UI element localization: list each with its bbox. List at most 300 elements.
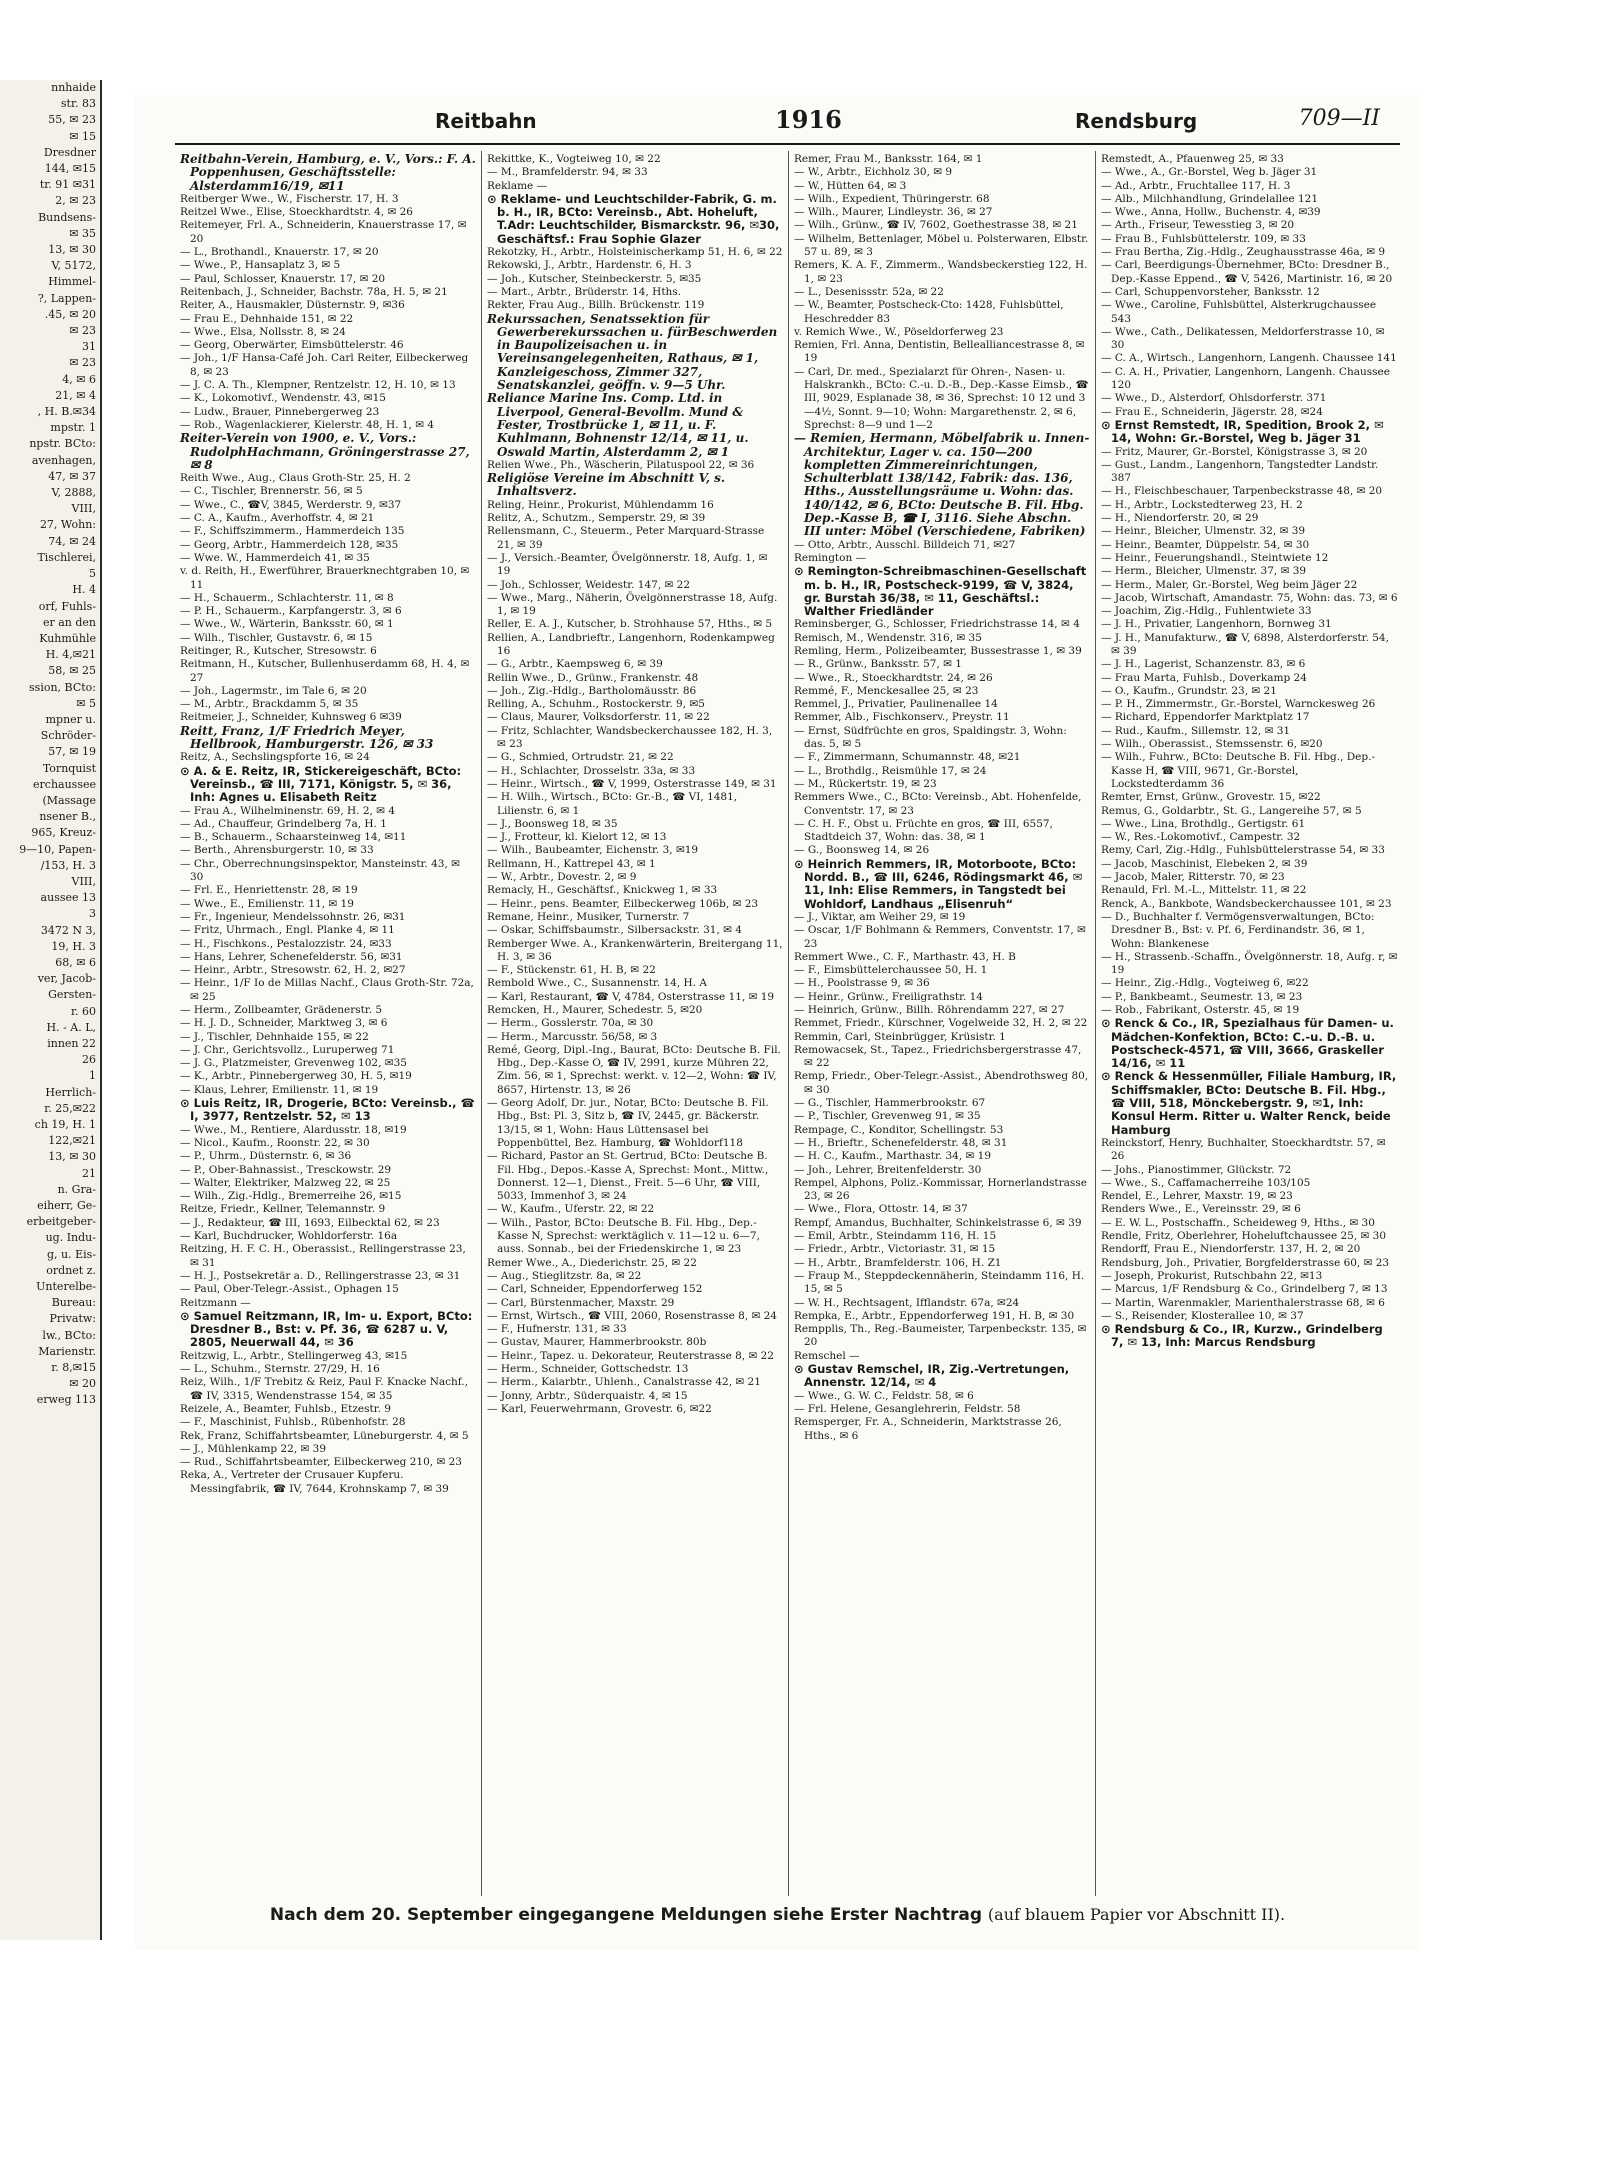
strip-line: innen 22 bbox=[47, 1036, 96, 1050]
directory-entry: — P. H., Zimmermstr., Gr.-Borstel, Warnckesweg 26 bbox=[1101, 698, 1376, 711]
directory-entry: Reitberger Wwe., W., Fischerstr. 17, H. 3 bbox=[180, 192, 399, 205]
directory-entry: — Heinr., pens. Beamter, Eilbeckerweg 106b, ✉ 23 bbox=[487, 897, 759, 910]
directory-entry: Reitemeyer, Frl. A., Schneiderin, Knauerstrasse 17, ✉ 20 bbox=[180, 219, 467, 245]
directory-entry: Reith Wwe., Aug., Claus Groth-Str. 25, H. 2 bbox=[180, 472, 411, 485]
directory-entry: — Heinr., Arbtr., Stresowstr. 62, H. 2, ✉27 bbox=[180, 964, 406, 977]
directory-entry: — Rud., Schiffahrtsbeamter, Eilbeckerweg 210, ✉ 23 bbox=[180, 1456, 462, 1469]
directory-entry: Remmé, F., Menckesallee 25, ✉ 23 bbox=[794, 684, 979, 697]
directory-entry: — Wwe., A., Gr.-Borstel, Weg b. Jäger 31 bbox=[1101, 166, 1318, 179]
directory-entry: — H., Poolstrasse 9, ✉ 36 bbox=[794, 977, 930, 990]
directory-entry: — Jacob, Maschinist, Elebeken 2, ✉ 39 bbox=[1101, 857, 1308, 870]
footer-note: (auf blauem Papier vor Abschnitt II). bbox=[987, 1905, 1286, 1924]
directory-entry: — Wwe., R., Stoeckhardtstr. 24, ✉ 26 bbox=[794, 671, 993, 684]
directory-entry: — Wwe., Elsa, Nollsstr. 8, ✉ 24 bbox=[180, 325, 346, 338]
directory-entry: Rempel, Alphons, Poliz.-Kommissar, Hornerlandstrasse 23, ✉ 26 bbox=[794, 1176, 1087, 1203]
directory-entry: — Wilh., Fuhrw., BCto: Deutsche B. Fil. Hbg., Dep.-Kasse H, ☎ VIII, 9671, Gr.-Borstel, Lockstedterdamm 36 bbox=[1101, 751, 1375, 790]
strip-line: ✉ 20 bbox=[69, 1377, 96, 1391]
directory-entry: — Wwe., D., Alsterdorf, Ohlsdorferstr. 371 bbox=[1101, 392, 1327, 405]
header-rule bbox=[175, 143, 1400, 145]
directory-entry: — J., Mühlenkamp 22, ✉ 39 bbox=[180, 1442, 327, 1455]
directory-entry: — L., Brothdlg., Reismühle 17, ✉ 24 bbox=[794, 764, 987, 777]
strip-line: str. 83 bbox=[60, 97, 96, 111]
directory-entry: — Wilh., Maurer, Lindleystr. 36, ✉ 27 bbox=[794, 206, 993, 219]
strip-line: 1 bbox=[89, 1069, 96, 1083]
strip-line: tr. 91 ✉31 bbox=[39, 178, 96, 192]
strip-line: VIII, bbox=[71, 502, 96, 516]
directory-entry: — F., Zimmermann, Schumannstr. 48, ✉21 bbox=[794, 751, 1021, 764]
directory-entry: Rempplis, Th., Reg.-Baumeister, Tarpenbeckstr. 135, ✉ 20 bbox=[794, 1323, 1087, 1349]
strip-line: 26 bbox=[82, 1053, 96, 1067]
directory-entry: — Alb., Milchhandlung, Grindelallee 121 bbox=[1101, 192, 1319, 205]
strip-line: g, u. Eis- bbox=[46, 1247, 96, 1261]
directory-entry: — C. H. F., Obst u. Früchte en gros, ☎ III, 6557, Stadtdeich 37, Wohn: das. 38, ✉ 1 bbox=[794, 817, 1053, 844]
directory-entry: Reklame — bbox=[487, 179, 548, 192]
directory-entry: — Wwe., M., Rentiere, Alardusstr. 18, ✉19 bbox=[180, 1123, 407, 1136]
directory-entry: — C. A., Wirtsch., Langenhorn, Langenh. Chaussee 141 bbox=[1101, 352, 1397, 365]
directory-entry: — J. H., Privatier, Langenhorn, Bornweg 31 bbox=[1101, 618, 1332, 631]
directory-entry: — G., Schmied, Ortrudstr. 21, ✉ 22 bbox=[487, 751, 674, 764]
strip-line: erbeitgeber- bbox=[26, 1215, 96, 1229]
strip-line: VIII, bbox=[71, 874, 96, 888]
strip-line: Herrlich- bbox=[45, 1085, 96, 1099]
directory-entry: — Ad., Arbtr., Fruchtallee 117, H. 3 bbox=[1101, 179, 1291, 192]
strip-line: n. Gra- bbox=[57, 1182, 96, 1196]
directory-entry: — Herm., Marcusstr. 56/58, ✉ 3 bbox=[487, 1030, 658, 1043]
directory-entry: Rempage, C., Konditor, Schellingstr. 53 bbox=[794, 1123, 1004, 1136]
directory-entry: Rendsburg, Joh., Privatier, Borgfelderstrasse 60, ✉ 23 bbox=[1101, 1256, 1390, 1269]
directory-entry: — M., Rückertstr. 19, ✉ 23 bbox=[794, 777, 937, 790]
directory-entry: — Otto, Arbtr., Ausschl. Billdeich 71, ✉27 bbox=[794, 538, 1016, 551]
directory-entry: — Heinr., Wirtsch., ☎ V, 1999, Osterstrasse 149, ✉ 31 bbox=[487, 777, 777, 790]
directory-entry: Rellmann, H., Kattrepel 43, ✉ 1 bbox=[487, 857, 656, 870]
directory-entry: — H. C., Kaufm., Marthastr. 34, ✉ 19 bbox=[794, 1150, 992, 1163]
strip-line: ver, Jacob- bbox=[37, 972, 96, 986]
directory-entry: — Heinr., Grünw., Freiligrathstr. 14 bbox=[794, 990, 983, 1003]
directory-entry: Remane, Heinr., Musiker, Turnerstr. 7 bbox=[487, 910, 690, 923]
directory-entry: — H., Fleischbeschauer, Tarpenbeckstrasse 48, ✉ 20 bbox=[1101, 485, 1383, 498]
directory-entry: — F., Schiffszimmerm., Hammerdeich 135 bbox=[180, 525, 405, 538]
directory-entry: — G., Tischler, Hammerbrookstr. 67 bbox=[794, 1097, 986, 1110]
directory-entry: — Walter, Elektriker, Malzweg 22, ✉ 25 bbox=[180, 1176, 391, 1189]
directory-entry: — Ernst, Wirtsch., ☎ VIII, 2060, Rosenstrasse 8, ✉ 24 bbox=[487, 1309, 777, 1322]
directory-entry: — P., Uhrm., Düsternstr. 6, ✉ 36 bbox=[180, 1150, 352, 1163]
strip-line: H. 4 bbox=[72, 583, 96, 597]
directory-entry: Remmer, Alb., Fischkonserv., Preystr. 11 bbox=[794, 711, 1010, 724]
strip-line: orf, Fuhls- bbox=[38, 599, 96, 613]
directory-entry: — E. W. L., Postschaffn., Scheideweg 9, Hths., ✉ 30 bbox=[1101, 1216, 1375, 1229]
strip-line: ch 19, H. 1 bbox=[34, 1118, 96, 1131]
directory-entry: — Jacob, Wirtschaft, Amandastr. 75, Wohn: das. 73, ✉ 6 bbox=[1101, 591, 1398, 604]
directory-entry: — Wwe., C., ☎V, 3845, Werderstr. 9, ✉37 bbox=[180, 498, 402, 511]
directory-entry: ⊙ Renck & Co., IR, Spezialhaus für Damen- u. Mädchen-Konfektion, BCto: C.-u. D.-B. u. Postscheck-4571, ☎ VIII, 3666, Graskeller 14/16, ✉ 11 bbox=[1101, 1016, 1394, 1071]
directory-entry: — W., Hütten 64, ✉ 3 bbox=[794, 179, 907, 192]
strip-line: , H. B.✉34 bbox=[37, 405, 96, 419]
strip-line: Himmel- bbox=[48, 275, 96, 289]
strip-line: 21, ✉ 4 bbox=[55, 388, 96, 402]
directory-entry: — J., Tischler, Dehnhaide 155, ✉ 22 bbox=[180, 1030, 369, 1043]
directory-entry: — H., Fischkons., Pestalozzistr. 24, ✉33 bbox=[180, 937, 392, 950]
directory-entry: Rekurssachen, Senatssektion für Gewerberekurssachen u. fürBeschwerden in Baupolizeisachen u. in Vereinsangelegenheiten, Rathaus, ✉ 1, Kanzleigeschoss, Zimmer 327, Senatskanzlei, geöffn. v. 9—5 Uhr. bbox=[487, 311, 778, 393]
directory-entry: — Karl, Restaurant, ☎ V, 4784, Osterstrasse 11, ✉ 19 bbox=[487, 990, 775, 1003]
directory-entry: — W., Arbtr., Eichholz 30, ✉ 9 bbox=[794, 166, 953, 179]
directory-entry: — L., Schuhm., Sternstr. 27/29, H. 16 bbox=[180, 1363, 380, 1376]
directory-entry: — P. H., Schauerm., Karpfangerstr. 3, ✉ 6 bbox=[180, 605, 402, 618]
directory-entry: Rekittke, K., Vogteiweg 10, ✉ 22 bbox=[487, 153, 661, 165]
directory-entry: — W., Arbtr., Dovestr. 2, ✉ 9 bbox=[487, 871, 637, 884]
directory-entry: — Frau Bertha, Zig.-Hdlg., Zeughausstrasse 46a, ✉ 9 bbox=[1101, 246, 1386, 259]
directory-entry: Reitbahn-Verein, Hamburg, e. V., Vors.: F. A. Poppenhusen, Geschäftsstelle: Alsterdamm16/19, ✉11 bbox=[180, 152, 476, 193]
directory-entry: — J., Redakteur, ☎ III, 1693, Eilbecktal 62, ✉ 23 bbox=[180, 1216, 440, 1229]
directory-entry: — Rob., Fabrikant, Osterstr. 45, ✉ 19 bbox=[1101, 1004, 1300, 1016]
strip-line: 55, ✉ 23 bbox=[48, 113, 96, 127]
strip-line: Marienstr. bbox=[38, 1344, 96, 1358]
directory-entry: — J. H., Lagerist, Schanzenstr. 83, ✉ 6 bbox=[1101, 658, 1306, 671]
directory-entry: Rempka, E., Arbtr., Eppendorferweg 191, H. B, ✉ 30 bbox=[794, 1309, 1075, 1322]
directory-entry: — Marcus, 1/F Rendsburg & Co., Grindelberg 7, ✉ 13 bbox=[1101, 1283, 1388, 1296]
directory-entry: — Georg, Oberwärter, Eimsbüttelerstr. 46 bbox=[180, 339, 404, 352]
directory-entry: — M., Arbtr., Brackdamm 5, ✉ 35 bbox=[180, 698, 359, 711]
strip-line: Tischlerei, bbox=[37, 550, 96, 564]
strip-line: 9—10, Papen- bbox=[19, 842, 96, 856]
directory-entry: — C. A., Kaufm., Averhoffstr. 4, ✉ 21 bbox=[180, 512, 375, 525]
directory-entry: — Wilh., Oberassist., Stemssenstr. 6, ✉20 bbox=[1101, 738, 1323, 751]
strip-line: ✉ 15 bbox=[69, 129, 96, 143]
directory-entry: — Frl. E., Henriettenstr. 28, ✉ 19 bbox=[180, 884, 358, 897]
directory-entry: — Carl, Bürstenmacher, Maxstr. 29 bbox=[487, 1296, 675, 1309]
directory-entry: Relitz, A., Schutzm., Semperstr. 29, ✉ 39 bbox=[487, 512, 706, 525]
strip-line: 13, ✉ 30 bbox=[48, 1150, 96, 1164]
directory-entry: — H., Schlachter, Drosselstr. 33a, ✉ 33 bbox=[487, 764, 696, 777]
directory-entry: — Gustav, Maurer, Hammerbrookstr. 80b bbox=[487, 1336, 707, 1349]
directory-entry: ⊙ Remington-Schreibmaschinen-Gesellschaft m. b. H., IR, Postscheck-9199, ☎ V, 3824, gr. Burstah 36/38, ✉ 11, Geschäftsl.: Walther Friedländer bbox=[794, 564, 1087, 619]
strip-line: Unterelbe- bbox=[36, 1280, 96, 1294]
directory-entry: — G., Arbtr., Kaempsweg 6, ✉ 39 bbox=[487, 658, 663, 671]
strip-line: avenhagen, bbox=[31, 453, 96, 467]
directory-entry: — W., Beamter, Postscheck-Cto: 1428, Fuhlsbüttel, Heschredder 83 bbox=[794, 299, 1064, 325]
directory-entry: — Fraup M., Steppdeckennäherin, Steindamm 116, H. 15, ✉ 5 bbox=[794, 1269, 1085, 1296]
strip-line: Tornquist bbox=[42, 761, 96, 775]
directory-entry: — P., Bankbeamt., Seumestr. 13, ✉ 23 bbox=[1101, 990, 1303, 1003]
directory-entry: — C., Tischler, Brennerstr. 56, ✉ 5 bbox=[180, 485, 363, 498]
directory-entry: Remstedt, A., Pfauenweg 25, ✉ 33 bbox=[1101, 153, 1284, 165]
directory-entry: — Heinrich, Grünw., Billh. Röhrendamm 227, ✉ 27 bbox=[794, 1004, 1065, 1016]
directory-entry: — Fritz, Schlachter, Wandsbeckerchaussee 182, H. 3, ✉ 23 bbox=[487, 724, 773, 751]
footer-notice bbox=[135, 1905, 1420, 1925]
directory-entry: — Herm., Kaiarbtr., Uhlenh., Canalstrasse 42, ✉ 21 bbox=[487, 1376, 761, 1389]
directory-entry: — Joseph, Prokurist, Rutschbahn 22, ✉13 bbox=[1101, 1269, 1323, 1282]
strip-line: Bundsens- bbox=[38, 210, 96, 224]
directory-entry: Rellien, A., Landbrieftr., Langenhorn, Rodenkampweg 16 bbox=[487, 631, 775, 657]
directory-entry: Rek, Franz, Schiffahrtsbeamter, Lüneburgerstr. 4, ✉ 5 bbox=[180, 1429, 469, 1442]
directory-entry: — Fritz, Uhrmach., Engl. Planke 4, ✉ 11 bbox=[180, 924, 395, 937]
directory-entry: — Wwe., Marg., Näherin, Övelgönnerstrasse 18, Aufg. 1, ✉ 19 bbox=[487, 591, 778, 618]
directory-entry: — M., Bramfelderstr. 94, ✉ 33 bbox=[487, 166, 648, 179]
directory-entry: Relien Wwe., Ph., Wäscherin, Pilatuspool 22, ✉ 36 bbox=[487, 458, 755, 471]
directory-entry: Reminsberger, G., Schlosser, Friedrichstrasse 14, ✉ 4 bbox=[794, 618, 1080, 631]
strip-line: Bureau: bbox=[51, 1296, 96, 1310]
strip-line: mpstr. 1 bbox=[50, 421, 96, 435]
directory-entry: — Richard, Pastor an St. Gertrud, BCto: Deutsche B. Fil. Hbg., Depos.-Kasse A, Sprechst: Mont., Mittw., Donnerst. 12—1, Dienst., Freit. 5—6 Uhr, ☎ VIII, 5033, Immenhof 3, ✉ 24 bbox=[487, 1150, 769, 1203]
strip-line: V, 5172, bbox=[51, 259, 96, 273]
directory-entry: — Heinr., Zig.-Hdlg., Vogteiweg 6, ✉22 bbox=[1101, 977, 1309, 990]
directory-entry: Remmel, J., Privatier, Paulinenallee 14 bbox=[794, 698, 998, 711]
strip-line: 68, ✉ 6 bbox=[55, 955, 96, 969]
directory-entry: — Wwe., S., Caffamacherreihe 103/105 bbox=[1101, 1176, 1311, 1189]
strip-line: aussee 13 bbox=[40, 891, 96, 905]
strip-line: 122,✉21 bbox=[48, 1134, 96, 1148]
directory-entry: — Carl, Schneider, Eppendorferweg 152 bbox=[487, 1283, 703, 1296]
strip-line: nsener B., bbox=[39, 810, 96, 824]
page-number: 709—II bbox=[1298, 106, 1380, 131]
directory-entry: — Joh., Zig.-Hdlg., Bartholomäusstr. 86 bbox=[487, 684, 697, 697]
directory-entry: — Paul, Ober-Telegr.-Assist., Ophagen 15 bbox=[180, 1283, 399, 1296]
directory-entry: — Oskar, Schiffsbaumstr., Silbersackstr. 31, ✉ 4 bbox=[487, 924, 742, 937]
directory-entry: Reiter-Verein von 1900, e. V., Vors.: RudolphHachmann, Gröningerstrasse 27, ✉ 8 bbox=[180, 431, 470, 472]
directory-entry: Remling, Herm., Polizeibeamter, Bussestrasse 1, ✉ 39 bbox=[794, 644, 1082, 657]
directory-entry: Reitzing, H. F. C. H., Oberassist., Rellingerstrasse 23, ✉ 31 bbox=[180, 1243, 466, 1269]
strip-line: 13, ✉ 30 bbox=[48, 243, 96, 257]
directory-columns bbox=[175, 151, 1405, 1896]
directory-entry: — Joh., 1/F Hansa-Café Joh. Carl Reiter, Eilbeckerweg 8, ✉ 23 bbox=[180, 352, 469, 378]
strip-line: 27, Wohn: bbox=[39, 518, 96, 532]
directory-entry: Reliance Marine Ins. Comp. Ltd. in Liverpool, General-Bevollm. Mund & Fester, Trostbrücke 1, ✉ 11, u. F. Kuhlmann, Bohnenstr 12/14, ✉ 11, u. Oswald Martin, Alsterdamm 2, ✉ 1 bbox=[487, 391, 749, 459]
directory-entry: — Chr., Oberrechnungsinspektor, Mansteinstr. 43, ✉ 30 bbox=[180, 857, 460, 884]
directory-entry: Rempf, Amandus, Buchhalter, Schinkelstrasse 6, ✉ 39 bbox=[794, 1216, 1082, 1229]
directory-entry: — J., Viktar, am Weiher 29, ✉ 19 bbox=[794, 910, 966, 923]
directory-entry: — Wwe., G. W. C., Feldstr. 58, ✉ 6 bbox=[794, 1389, 974, 1402]
directory-entry: Rendle, Fritz, Oberlehrer, Hoheluftchaussee 25, ✉ 30 bbox=[1101, 1230, 1387, 1243]
strip-line: 58, ✉ 25 bbox=[48, 664, 96, 678]
directory-entry: — J. H., Manufakturw., ☎ V, 6898, Alsterdorferstr. 54, ✉ 39 bbox=[1101, 631, 1389, 657]
directory-entry: — J., Boonsweg 18, ✉ 35 bbox=[487, 817, 618, 830]
directory-entry: — Herm., Gosslerstr. 70a, ✉ 30 bbox=[487, 1017, 654, 1030]
directory-entry: — P., Ober-Bahnassist., Tresckowstr. 29 bbox=[180, 1163, 392, 1176]
directory-entry: — W., Kaufm., Uferstr. 22, ✉ 22 bbox=[487, 1203, 655, 1216]
directory-entry: — J., Versich.-Beamter, Övelgönnerstr. 18, Aufg. 1, ✉ 19 bbox=[487, 551, 768, 578]
strip-line: 5 bbox=[89, 567, 96, 581]
directory-entry: — Klaus, Lehrer, Emilienstr. 11, ✉ 19 bbox=[180, 1083, 379, 1096]
strip-line: Dresdner bbox=[43, 145, 96, 159]
directory-entry: — Jacob, Maler, Ritterstr. 70, ✉ 23 bbox=[1101, 871, 1285, 884]
directory-entry: — Herm., Maler, Gr.-Borstel, Weg beim Jäger 22 bbox=[1101, 578, 1358, 591]
header-year: 1916 bbox=[775, 105, 842, 134]
directory-entry: — H., Arbtr., Bramfelderstr. 106, H. Z1 bbox=[794, 1256, 1002, 1269]
directory-entry: — Ad., Chauffeur, Grindelberg 7a, H. 1 bbox=[180, 817, 387, 830]
directory-entry: — G., Boonsweg 14, ✉ 26 bbox=[794, 844, 930, 857]
directory-entry: — S., Reisender, Klosterallee 10, ✉ 37 bbox=[1101, 1309, 1304, 1322]
directory-entry: — H. J., Postsekretär a. D., Rellingerstrasse 23, ✉ 31 bbox=[180, 1269, 461, 1282]
directory-entry: Reitmann, H., Kutscher, Bullenhuserdamm 68, H. 4, ✉ 27 bbox=[180, 658, 470, 684]
directory-entry: Reizele, A., Beamter, Fuhlsb., Etzestr. 9 bbox=[180, 1402, 391, 1415]
strip-line: (Massage bbox=[42, 793, 96, 807]
directory-entry: v. d. Reith, H., Ewerführer, Brauerknechtgraben 10, ✉ 11 bbox=[180, 565, 470, 591]
strip-line: 2, ✉ 23 bbox=[55, 194, 96, 208]
directory-entry: — J., Frotteur, kl. Kielort 12, ✉ 13 bbox=[487, 831, 667, 844]
strip-line: /153, H. 3 bbox=[40, 858, 96, 872]
strip-line: 144, ✉15 bbox=[44, 162, 96, 176]
directory-entry: — Jonny, Arbtr., Süderquaistr. 4, ✉ 15 bbox=[487, 1389, 688, 1402]
directory-entry: — Heinr., Tapez. u. Dekorateur, Reuterstrasse 8, ✉ 22 bbox=[487, 1349, 774, 1362]
directory-entry: — J. G., Platzmeister, Grevenweg 102, ✉35 bbox=[180, 1057, 407, 1070]
directory-entry: — Carl, Dr. med., Spezialarzt für Ohren-, Nasen- u. Halskrankh., BCto: C.-u. D.-B., Dep.-Kasse Eimsb., ☎ III, 9029, Esplanade 38, ✉ 36, Sprechst: 10 12 und 3—4½, Sonnt. 9—10; Wohn: Margarethenstr. 2, ✉ 6, Sprechst: 8—9 und 1—2 bbox=[794, 365, 1089, 431]
directory-entry: — Frau B., Fuhlsbüttelerstr. 109, ✉ 33 bbox=[1101, 232, 1306, 245]
directory-entry: — Joh., Lehrer, Breitenfelderstr. 30 bbox=[794, 1163, 982, 1176]
directory-entry: — Fritz, Maurer, Gr.-Borstel, Königstrasse 3, ✉ 20 bbox=[1101, 445, 1368, 458]
directory-entry: Reitinger, R., Kutscher, Stresowstr. 6 bbox=[180, 644, 377, 657]
directory-entry: — Gust., Landm., Langenhorn, Tangstedter Landstr. 387 bbox=[1101, 458, 1379, 485]
strip-line: Gersten- bbox=[48, 988, 96, 1002]
strip-line: 3472 N 3, bbox=[40, 923, 96, 937]
directory-entry: — K., Lokomotivf., Wendenstr. 43, ✉15 bbox=[180, 392, 386, 405]
directory-entry: Reitzmann — bbox=[180, 1296, 251, 1309]
directory-entry: — Wwe. W., Hammerdeich 41, ✉ 35 bbox=[180, 551, 370, 564]
directory-entry: — Claus, Maurer, Volksdorferstr. 11, ✉ 22 bbox=[487, 711, 710, 724]
strip-line: nnhaide bbox=[51, 81, 96, 94]
directory-entry: Rendorff, Frau E., Niendorferstr. 137, H. 2, ✉ 20 bbox=[1101, 1243, 1361, 1256]
directory-entry: — Carl, Schuppenvorsteher, Banksstr. 12 bbox=[1101, 285, 1320, 298]
strip-line: erchaussee bbox=[33, 777, 96, 791]
directory-entry: ⊙ A. & E. Reitz, IR, Stickereigeschäft, BCto: Vereinsb., ☎ III, 7171, Königstr. 5, ✉ 36, Inh: Agnes u. Elisabeth Reitz bbox=[180, 763, 462, 805]
strip-line: Privatw: bbox=[49, 1312, 96, 1326]
directory-entry: Renauld, Frl. M.-L., Mittelstr. 11, ✉ 22 bbox=[1101, 884, 1307, 897]
directory-entry: — Heinr., Beamter, Düppelstr. 54, ✉ 30 bbox=[1101, 538, 1310, 551]
directory-entry: — Rob., Wagenlackierer, Kielerstr. 48, H. 1, ✉ 4 bbox=[180, 418, 435, 431]
directory-entry: — O., Kaufm., Grundstr. 23, ✉ 21 bbox=[1101, 684, 1277, 697]
directory-entry: Reitt, Franz, 1/F Friedrich Meyer, Hellbrook, Hamburgerstr. 126, ✉ 33 bbox=[180, 723, 434, 752]
directory-entry: — F., Maschinist, Fuhlsb., Rübenhofstr. 28 bbox=[180, 1416, 406, 1429]
directory-entry: Remberger Wwe. A., Krankenwärterin, Breitergang 11, H. 3, ✉ 36 bbox=[487, 937, 783, 963]
directory-entry: Renders Wwe., E., Vereinsstr. 29, ✉ 6 bbox=[1101, 1203, 1301, 1216]
directory-entry: Rellensmann, C., Steuerm., Peter Marquard-Strasse 21, ✉ 39 bbox=[487, 525, 765, 551]
strip-line: eiherr, Ge- bbox=[37, 1199, 96, 1213]
directory-entry: — Joh., Lagermstr., im Tale 6, ✉ 20 bbox=[180, 684, 367, 697]
directory-entry: — Wwe., W., Wärterin, Banksstr. 60, ✉ 1 bbox=[180, 618, 394, 631]
directory-entry: ⊙ Samuel Reitzmann, IR, Im- u. Export, BCto: Dresdner B., Bst: v. Pf. 36, ☎ 6287 u. V, 2805, Neuerwall 44, ✉ 36 bbox=[180, 1308, 473, 1350]
directory-entry: — Joachim, Zig.-Hdlg., Fuhlentwiete 33 bbox=[1101, 605, 1312, 618]
directory-entry: — H., Brieftr., Schenefelderstr. 48, ✉ 31 bbox=[794, 1136, 1008, 1149]
strip-line: ?, Lappen- bbox=[37, 291, 96, 305]
strip-line: .45, ✉ 20 bbox=[44, 307, 96, 321]
column-1 bbox=[175, 151, 482, 1896]
directory-entry: — Wilh., Grünw., ☎ IV, 7602, Goethestrasse 38, ✉ 21 bbox=[794, 219, 1078, 232]
strip-line: V, 2888, bbox=[51, 486, 96, 500]
directory-entry: — Arth., Friseur, Tewesstieg 3, ✉ 20 bbox=[1101, 219, 1295, 232]
directory-entry: — W. H., Rechtsagent, Ifflandstr. 67a, ✉24 bbox=[794, 1296, 1020, 1309]
directory-entry: — Wilhelm, Bettenlager, Möbel u. Polsterwaren, Elbstr. 57 u. 89, ✉ 3 bbox=[794, 232, 1089, 259]
strip-line: 21 bbox=[82, 1166, 96, 1180]
directory-entry: ⊙ Heinrich Remmers, IR, Motorboote, BCto: Nordd. B., ☎ III, 6246, Rödingsmarkt 46, ✉ 11, Inh: Elise Remmers, in Tangstedt bei Wohldorf, Landhaus „Elisenruh“ bbox=[794, 856, 1083, 911]
strip-line: 31 bbox=[82, 340, 96, 354]
directory-entry: — H. Wilh., Wirtsch., BCto: Gr.-B., ☎ VI, 1481, Lilienstr. 6, ✉ 1 bbox=[487, 791, 738, 817]
directory-entry: ⊙ Ernst Remstedt, IR, Spedition, Brook 2, ✉ 14, Wohn: Gr.-Borstel, Weg b. Jäger 31 bbox=[1101, 417, 1384, 446]
directory-page bbox=[135, 95, 1420, 1950]
strip-line: ug. Indu- bbox=[45, 1231, 96, 1245]
directory-entry: Remer Wwe., A., Diederichstr. 25, ✉ 22 bbox=[487, 1256, 697, 1269]
strip-line: ✉ 5 bbox=[76, 696, 96, 710]
directory-entry: — Aug., Stieglitzstr. 8a, ✉ 22 bbox=[487, 1269, 642, 1282]
directory-entry: — Heinr., Bleicher, Ulmenstr. 32, ✉ 39 bbox=[1101, 525, 1306, 538]
column-4 bbox=[1096, 151, 1403, 1896]
directory-entry: Rekowski, J., Arbtr., Hardenstr. 6, H. 3 bbox=[487, 259, 692, 272]
directory-entry: — F., Hufnerstr. 131, ✉ 33 bbox=[487, 1323, 627, 1336]
directory-entry: — L., Brothandl., Knauerstr. 17, ✉ 20 bbox=[180, 246, 379, 259]
directory-entry: — Joh., Schlosser, Weidestr. 147, ✉ 22 bbox=[487, 578, 690, 591]
directory-entry: — Karl, Buchdrucker, Wohldorferstr. 16a bbox=[180, 1230, 398, 1243]
directory-entry: Remington — bbox=[794, 551, 867, 564]
directory-entry: Remien, Frl. Anna, Dentistin, Bellealliancestrasse 8, ✉ 19 bbox=[794, 339, 1085, 365]
directory-entry: — H., Strassenb.-Schaffn., Övelgönnerstr. 18, Aufg. r, ✉ 19 bbox=[1101, 950, 1398, 977]
directory-entry: Reitmeier, J., Schneider, Kuhnsweg 6 ✉39 bbox=[180, 711, 402, 724]
directory-entry: — Mart., Arbtr., Brüderstr. 14, Hths. bbox=[487, 285, 682, 298]
directory-entry: — Johs., Pianostimmer, Glückstr. 72 bbox=[1101, 1163, 1292, 1176]
directory-entry: — Herm., Bleicher, Ulmenstr. 37, ✉ 39 bbox=[1101, 565, 1307, 578]
directory-entry: Reling, Heinr., Prokurist, Mühlendamm 16 bbox=[487, 498, 714, 511]
strip-line: 74, ✉ 24 bbox=[48, 534, 96, 548]
directory-entry: Remmin, Carl, Steinbrügger, Krüsistr. 1 bbox=[794, 1030, 1006, 1043]
directory-entry: Reinckstorf, Henry, Buchhalter, Stoeckhardtstr. 57, ✉ 26 bbox=[1101, 1136, 1386, 1163]
strip-line: erweg 113 bbox=[36, 1393, 96, 1407]
directory-entry: — Remien, Hermann, Möbelfabrik u. Innen-Architektur, Lager v. ca. 150—200 kompletten Zimmereinrichtungen, Schulterblatt 138/142, Fabrik: das. 136, Hths., Ausstellungsräume u. Wohn: das. 140/142, ✉ 6, BCto: Deutsche B. Fil. Hbg. Dep.-Kasse B, ☎ I, 3116. Siehe Abschn. III unter: Möbel (Verschiedene, Fabriken) bbox=[794, 431, 1090, 539]
directory-entry: Remter, Ernst, Grünw., Grovestr. 15, ✉22 bbox=[1101, 791, 1321, 804]
directory-entry: Reitze, Friedr., Kellner, Telemannstr. 9 bbox=[180, 1203, 386, 1216]
directory-entry: — J. C. A. Th., Klempner, Rentzelstr. 12, H. 10, ✉ 13 bbox=[180, 379, 456, 392]
directory-entry: ⊙ Rendsburg & Co., IR, Kurzw., Grindelberg 7, ✉ 13, Inh: Marcus Rendsburg bbox=[1101, 1322, 1383, 1350]
strip-line: Kuhmühle bbox=[39, 631, 96, 645]
directory-entry: — K., Arbtr., Pinnebergerweg 30, H. 5, ✉19 bbox=[180, 1070, 412, 1083]
directory-entry: Remacly, H., Geschäftsf., Knickweg 1, ✉ 33 bbox=[487, 884, 718, 897]
directory-entry: — Joh., Kutscher, Steinbeckerstr. 5, ✉35 bbox=[487, 272, 702, 285]
directory-entry: Rembold Wwe., C., Susannenstr. 14, H. A bbox=[487, 977, 707, 990]
strip-line: 965, Kreuz- bbox=[31, 826, 96, 840]
directory-entry: — C. A. H., Privatier, Langenhorn, Langenh. Chaussee 120 bbox=[1101, 365, 1390, 392]
directory-entry: — Frl. Helene, Gesanglehrerin, Feldstr. 58 bbox=[794, 1402, 1021, 1415]
directory-entry: — Wilh., Tischler, Gustavstr. 6, ✉ 15 bbox=[180, 631, 373, 644]
directory-entry: — H. J. D., Schneider, Marktweg 3, ✉ 6 bbox=[180, 1017, 388, 1030]
previous-page-edge bbox=[0, 80, 102, 1940]
directory-entry: Reitzwig, L., Arbtr., Stellingerweg 43, ✉15 bbox=[180, 1349, 408, 1362]
directory-entry: — Wwe., P., Hansaplatz 3, ✉ 5 bbox=[180, 259, 341, 272]
directory-entry: — Hans, Lehrer, Schenefelderstr. 56, ✉31 bbox=[180, 950, 403, 963]
strip-line: r. 25,✉22 bbox=[44, 1101, 96, 1115]
directory-entry: — Wwe., Lina, Brothdlg., Gertigstr. 61 bbox=[1101, 817, 1306, 830]
strip-line: Schröder- bbox=[40, 729, 96, 743]
directory-entry: ⊙ Gustav Remschel, IR, Zig.-Vertretungen, Annenstr. 12/14, ✉ 4 bbox=[794, 1362, 1070, 1390]
directory-entry: Remmet, Friedr., Kürschner, Vogelweide 32, H. 2, ✉ 22 bbox=[794, 1017, 1088, 1030]
directory-entry: — Emil, Arbtr., Steindamm 116, H. 15 bbox=[794, 1230, 997, 1243]
directory-entry: Remmers Wwe., C., BCto: Vereinsb., Abt. Hohenfelde, Conventstr. 17, ✉ 23 bbox=[794, 791, 1082, 817]
directory-entry: — Paul, Schlosser, Knauerstr. 17, ✉ 20 bbox=[180, 272, 386, 285]
strip-line: r. 60 bbox=[70, 1004, 96, 1018]
directory-entry: — Wilh., Baubeamter, Eichenstr. 3, ✉19 bbox=[487, 844, 699, 857]
directory-entry: — Richard, Eppendorfer Marktplatz 17 bbox=[1101, 711, 1310, 724]
strip-line: mpner u. bbox=[45, 712, 96, 726]
directory-entry: — Herm., Schneider, Gottschedstr. 13 bbox=[487, 1363, 689, 1376]
strip-line: 19, H. 3 bbox=[51, 939, 96, 953]
directory-entry: Remowacsek, St., Tapez., Friedrichsbergerstrasse 47, ✉ 22 bbox=[794, 1043, 1082, 1070]
strip-line: ssion, BCto: bbox=[29, 680, 96, 694]
directory-entry: — Georg, Arbtr., Hammerdeich 128, ✉35 bbox=[180, 538, 399, 551]
directory-entry: — Frau E., Dehnhaide 151, ✉ 22 bbox=[180, 312, 354, 325]
directory-entry: — Wwe., Anna, Hollw., Buchenstr. 4, ✉39 bbox=[1101, 206, 1321, 219]
directory-entry: Rendel, E., Lehrer, Maxstr. 19, ✉ 23 bbox=[1101, 1190, 1293, 1203]
directory-entry: Remisch, M., Wendenstr. 316, ✉ 35 bbox=[794, 631, 982, 644]
directory-entry: — Wwe., E., Emilienstr. 11, ✉ 19 bbox=[180, 897, 354, 910]
directory-entry: — Georg Adolf, Dr. jur., Notar, BCto: Deutsche B. Fil. Hbg., Bst: Pl. 3, Sitz b, ☎ IV, 2445, gr. Bäckerstr. 13/15, ✉ 1, Wohn: Haus Lüttensasel bei Poppenbüttel, Bez. Hamburg, ☎ Wohldorf118 bbox=[487, 1097, 769, 1149]
directory-entry: Reiter, A., Hausmakler, Düsternstr. 9, ✉36 bbox=[180, 299, 405, 312]
directory-entry: Renck, A., Bankbote, Wandsbeckerchaussee 101, ✉ 23 bbox=[1101, 897, 1392, 910]
directory-entry: — W., Res.-Lokomotivf., Campestr. 32 bbox=[1101, 831, 1301, 844]
directory-entry: — Wwe., Caroline, Fuhlsbüttel, Alsterkrugchaussee 543 bbox=[1101, 299, 1377, 325]
